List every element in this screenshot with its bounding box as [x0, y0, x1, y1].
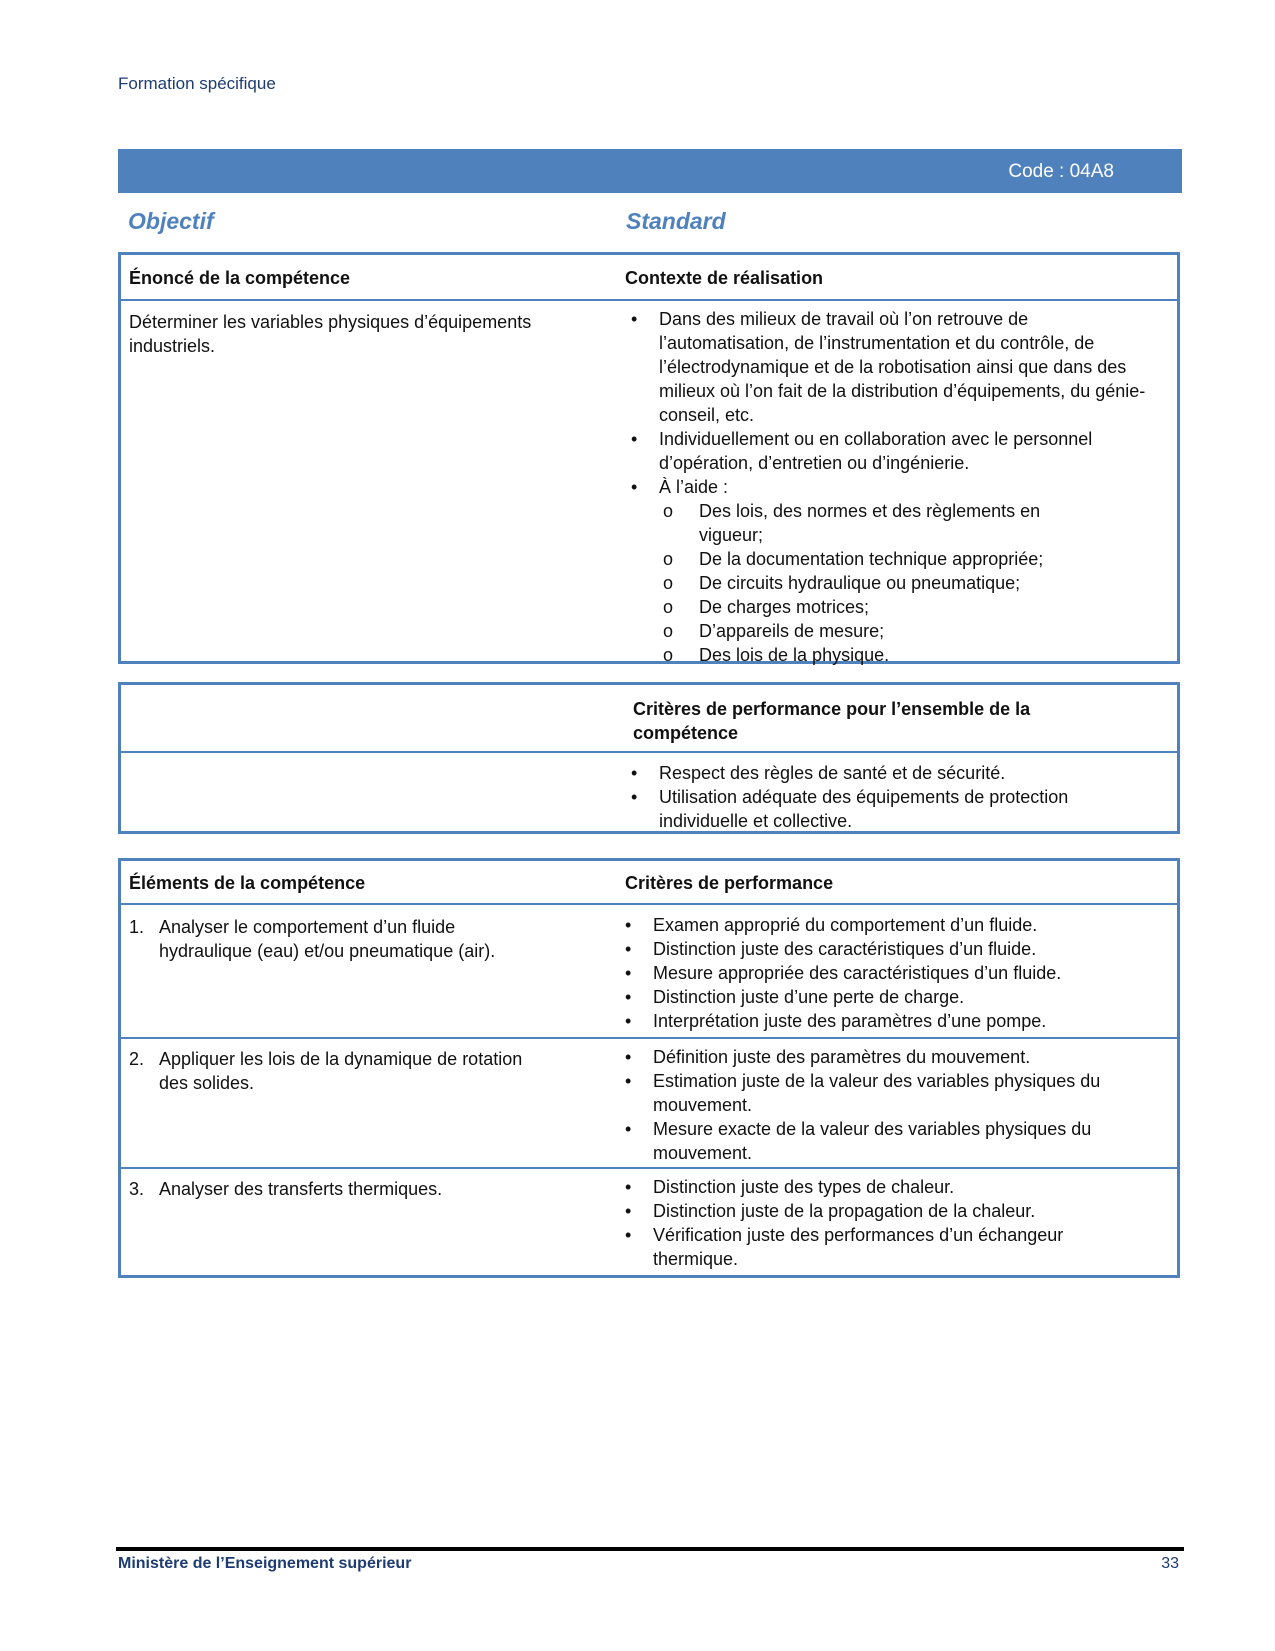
- competency-code: Code : 04A8: [1008, 161, 1114, 182]
- element-text: 2. Appliquer les lois de la dynamique de rotation des solides.: [129, 1049, 523, 1093]
- context-bullet: • Individuellement ou en collaboration avec le personnel d’opération, d’entretien ou d’ingénierie.: [631, 427, 1161, 475]
- criterion: • Distinction juste d’une perte de charge.: [625, 985, 1155, 1009]
- criterion: • Distinction juste de la propagation de la chaleur.: [625, 1199, 1145, 1223]
- element-row-3: [121, 1169, 1177, 1273]
- context-bullet: • Dans des milieux de travail où l’on retrouve de l’automatisation, de l’instrumentation et du contrôle, de l’électrodynamique et de la robotisation ainsi que dans des milieux où l’on fait de la distribution d’équipements, du génie-conseil, etc.: [631, 307, 1161, 427]
- element-text: 3. Analyser des transferts thermiques.: [129, 1179, 443, 1199]
- global-criteria-header: [121, 685, 1177, 753]
- aide-item: o De charges motrices;: [659, 595, 1161, 619]
- page-number: 33: [1161, 1555, 1179, 1572]
- criterion: • Distinction juste des types de chaleur.: [625, 1175, 1145, 1199]
- aide-item: o De la documentation technique appropriée;: [659, 547, 1161, 571]
- global-criterion: • Respect des règles de santé et de sécurité.: [631, 761, 1161, 785]
- element-number: 2.: [129, 1049, 145, 1069]
- criterion: • Estimation juste de la valeur des variables physiques du mouvement.: [625, 1069, 1145, 1117]
- criterion: • Vérification juste des performances d’un échangeur thermique.: [625, 1223, 1145, 1271]
- footer-ministry: Ministère de l’Enseignement supérieur: [118, 1555, 412, 1572]
- aide-item: o Des lois, des normes et des règlements en vigueur;: [659, 499, 1089, 547]
- element-number: 1.: [129, 917, 145, 937]
- competence-statement: Déterminer les variables physiques d’équipements industriels.: [129, 312, 532, 356]
- statement-heading-left: Énoncé de la compétence: [129, 268, 351, 288]
- code-bar: [118, 149, 1182, 193]
- global-criterion: • Utilisation adéquate des équipements de protection individuelle et collective.: [631, 785, 1129, 833]
- criterion: • Définition juste des paramètres du mouvement.: [625, 1045, 1145, 1069]
- global-criteria-heading: Critères de performance pour l’ensemble de la compétence: [633, 699, 1031, 743]
- standard-label: Standard: [626, 208, 726, 234]
- element-row-1: [121, 905, 1177, 1039]
- criterion: • Interprétation juste des paramètres d’une pompe.: [625, 1009, 1155, 1033]
- objective-standard-row: [128, 208, 1128, 238]
- statement-heading-right: Contexte de réalisation: [625, 268, 824, 288]
- context-section: [631, 307, 1161, 667]
- aide-item: o De circuits hydraulique ou pneumatique;: [659, 571, 1161, 595]
- criterion: • Mesure exacte de la valeur des variables physiques du mouvement.: [625, 1117, 1145, 1165]
- element-row-2: [121, 1039, 1177, 1169]
- objectif-label: Objectif: [128, 208, 214, 234]
- element-number: 3.: [129, 1179, 145, 1199]
- global-criteria-list: [631, 761, 1161, 833]
- aide-item: o D’appareils de mesure;: [659, 619, 1161, 643]
- element-text: 1. Analyser le comportement d’un fluide hydraulique (eau) et/ou pneumatique (air).: [129, 917, 496, 961]
- global-criteria-table: [118, 682, 1180, 834]
- elements-table: [118, 858, 1180, 1278]
- elements-heading-left: Éléments de la compétence: [129, 873, 366, 893]
- aide-item: o Des lois de la physique.: [659, 643, 1161, 667]
- context-bullet: • À l’aide :: [631, 475, 1161, 499]
- criterion: • Distinction juste des caractéristiques d’un fluide.: [625, 937, 1155, 961]
- criterion: • Examen approprié du comportement d’un fluide.: [625, 913, 1155, 937]
- statement-header: [121, 255, 1177, 301]
- statement-table: [118, 252, 1180, 664]
- elements-header: [121, 861, 1177, 905]
- elements-heading-right: Critères de performance: [625, 873, 834, 893]
- footer-rule: [116, 1547, 1184, 1551]
- criterion: • Mesure appropriée des caractéristiques d’un fluide.: [625, 961, 1155, 985]
- program-header: Formation spécifique: [118, 74, 276, 93]
